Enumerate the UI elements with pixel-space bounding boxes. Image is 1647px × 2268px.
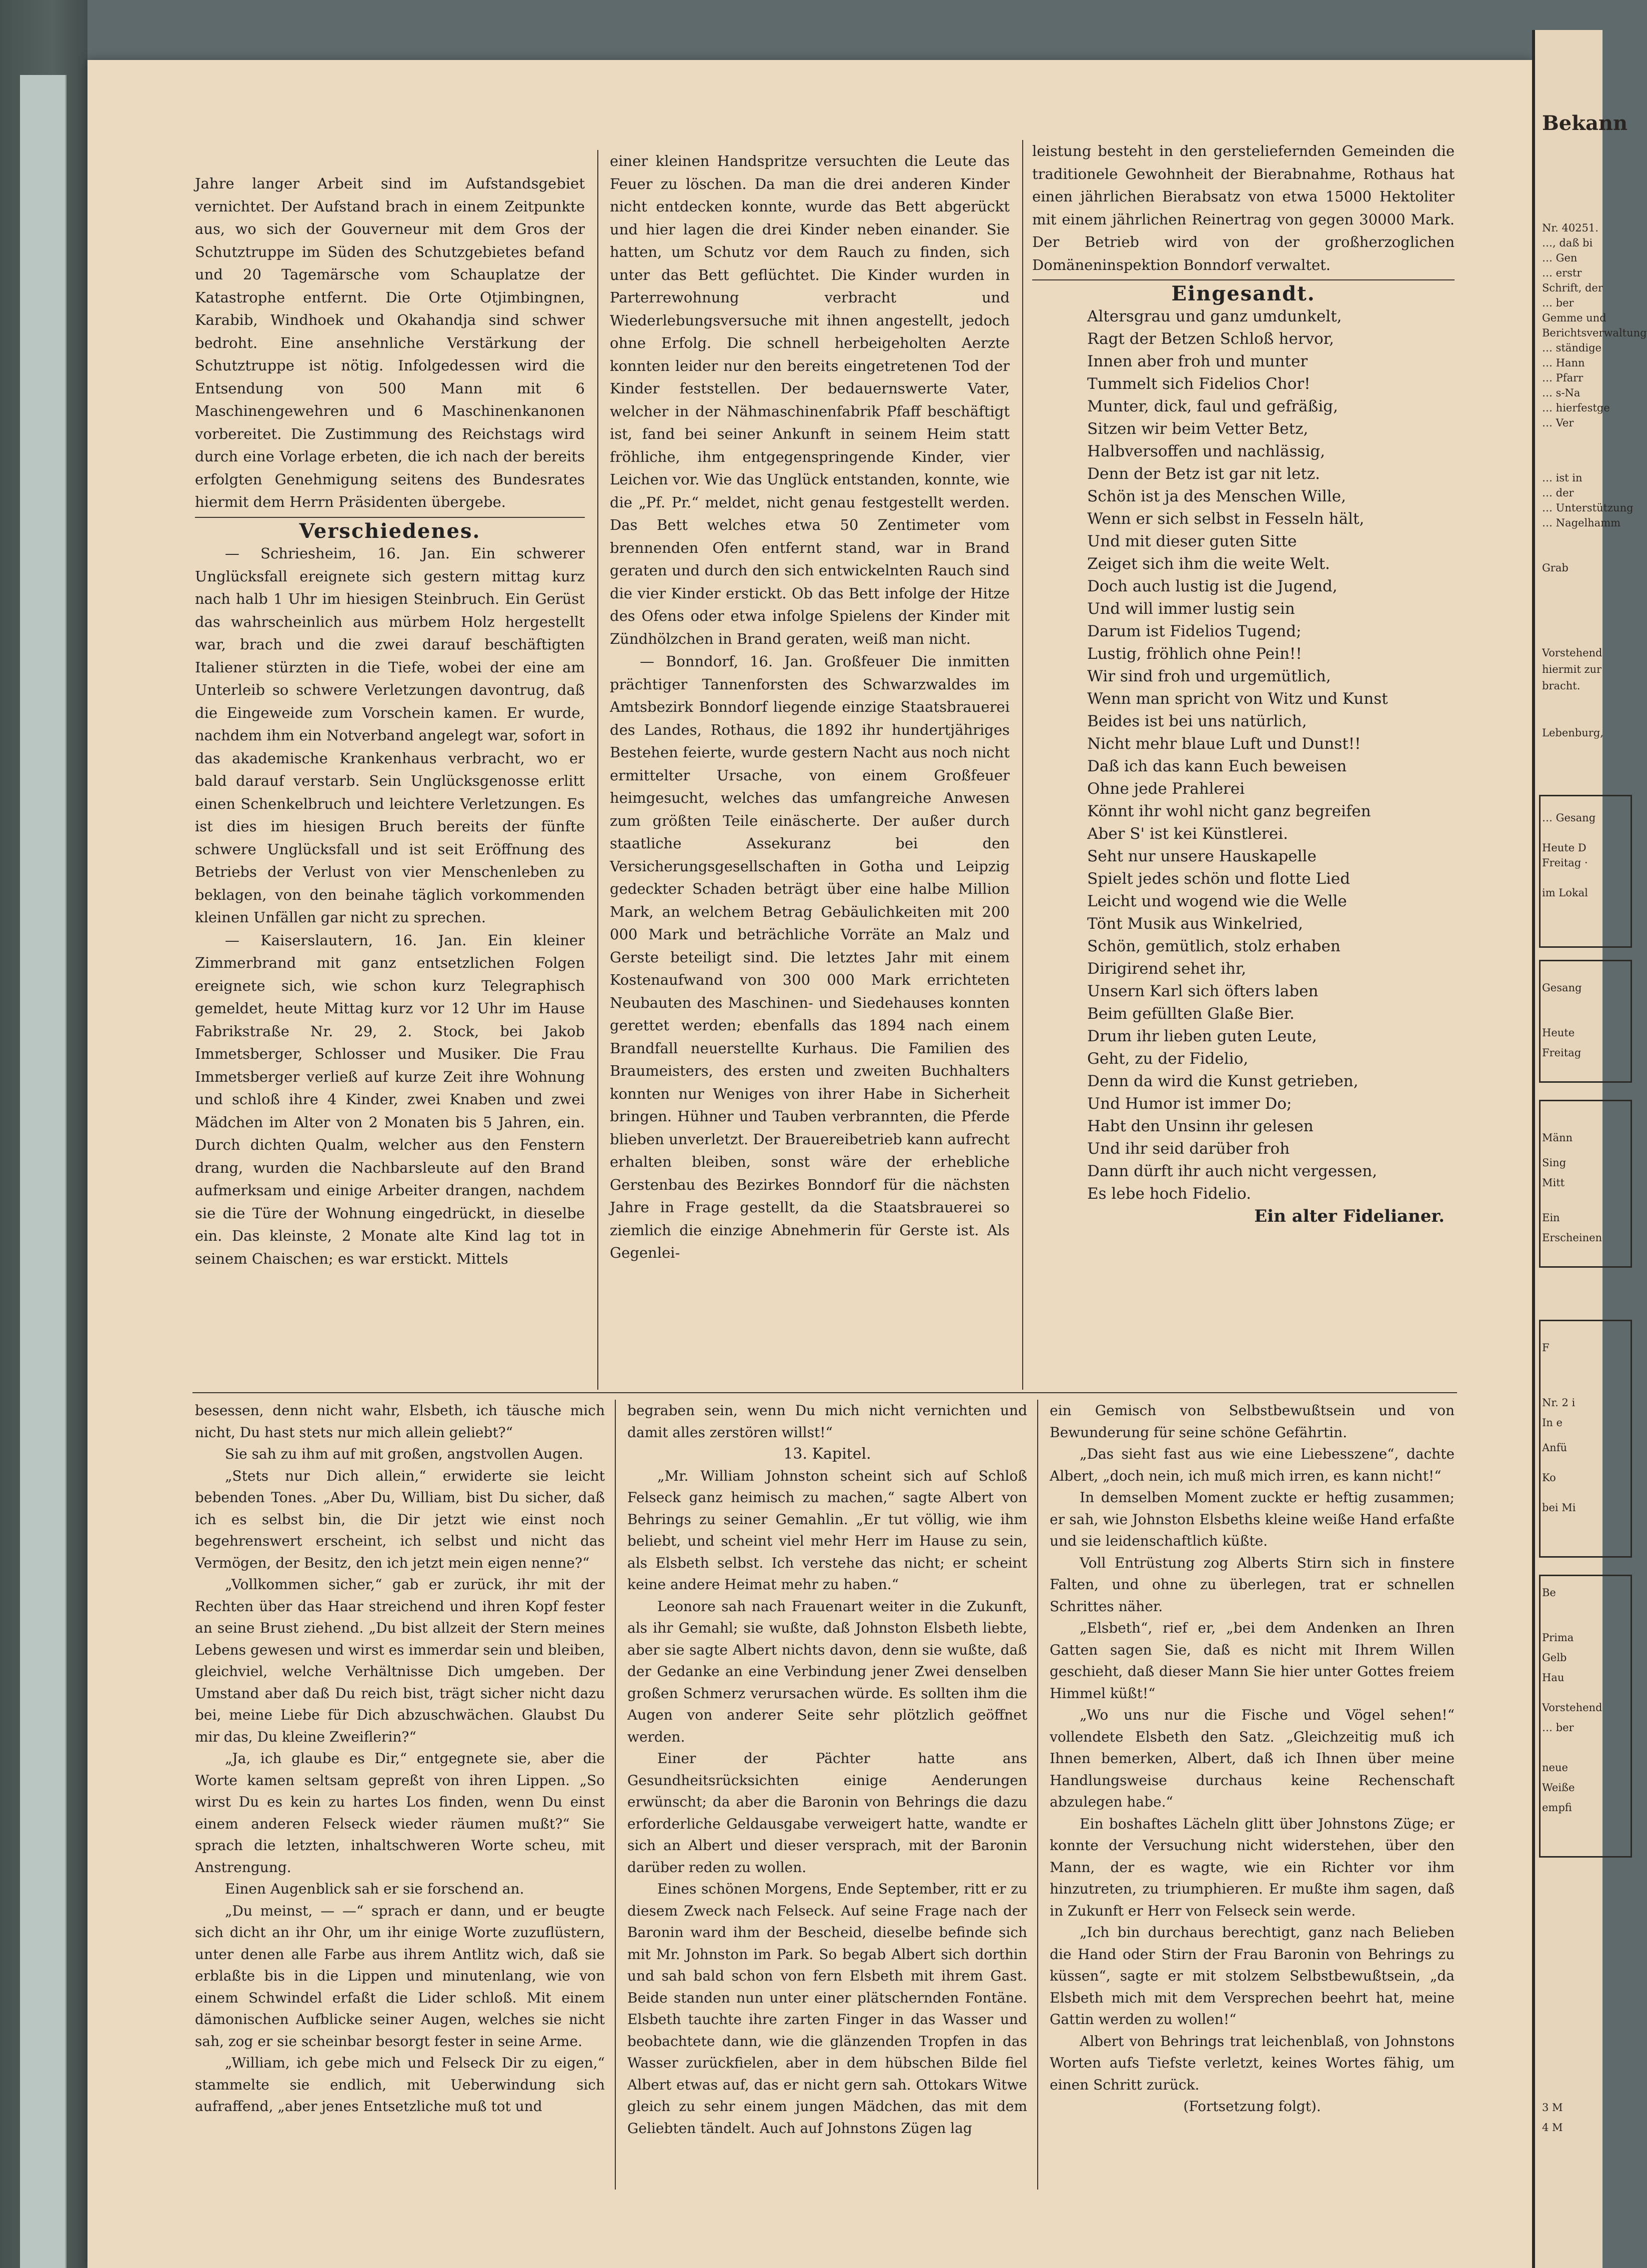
adjacent-page-edge: [1532, 30, 1647, 2268]
adjacent-page-fragment: … Ver: [1542, 417, 1574, 429]
column-1-top: [195, 172, 585, 1270]
adjacent-page-fragment: Gesang: [1542, 982, 1582, 994]
poem-line: Und mit dieser guten Sitte: [1087, 532, 1297, 550]
poem-line: Halbversoffen und nachlässig,: [1087, 442, 1325, 460]
poem-line: Altersgrau und ganz umdunkelt,: [1087, 307, 1342, 325]
adjacent-page-fragment: … Unterstützung: [1542, 502, 1634, 514]
column-rule: [615, 1400, 616, 2190]
adjacent-page-fragment: …, daß bi: [1542, 237, 1593, 249]
adjacent-page-fragment: Mitt: [1542, 1177, 1565, 1189]
column-rule: [1037, 1400, 1038, 2190]
poem-line: Wir sind froh und urgemütlich,: [1087, 667, 1331, 685]
adjacent-ad-box: [1539, 960, 1632, 1083]
adjacent-page-fragment: bei Mi: [1542, 1502, 1576, 1514]
poem-line: Ohne jede Prahlerei: [1087, 779, 1245, 798]
adjacent-page-fragment: … Pfarr: [1542, 372, 1584, 384]
adjacent-page-fragment: 4 M: [1542, 2122, 1563, 2134]
adjacent-page-fragment: neue: [1542, 1762, 1568, 1774]
poem-signature: Ein alter Fidelianer.: [1254, 1206, 1445, 1226]
adjacent-page-fragment: … hierfestge: [1542, 402, 1610, 414]
adjacent-page-fragment: … der: [1542, 487, 1574, 499]
adjacent-page-fragment: Weiße: [1542, 1782, 1575, 1794]
adjacent-page-fragment: Grab: [1542, 562, 1569, 574]
poem-line: Und Humor ist immer Do;: [1087, 1094, 1292, 1113]
novel-paragraph: Eines schönen Morgens, Ende September, ritt er zu diesem Zweck nach Felseck. Auf seine Frage nach der Baronin ward ihm der Bescheid, dieselbe befinde sich mit Mr. Johnston im Park. So begab Albert sich dorthin und sah bald schon von fern Elsbeth mit ihrem Gast. Beide standen nun unter einer plätschernden Fontäne. Elsbeth tauchte ihre zarten Finger in das Wasser und beobachtete dann, wie die glänzenden Tropfen in das Wasser zurückfielen, aber in dem hübschen Bilde fiel Albert etwas auf, das er nicht gern sah. Ottokars Witwe gleich zu sehr einem jungen Mädchen, das mit dem Geliebten tändelt. Auch auf Johnstons Zügen lag: [627, 1881, 1027, 2137]
adjacent-page-fragment: … Nagelhamm: [1542, 517, 1621, 529]
novel-paragraph: Albert von Behrings trat leichenblaß, von Johnstons Worten aufs Tiefste verletzt, keines Wortes fähig, um einen Schritt zurück.: [1050, 2033, 1455, 2093]
adjacent-page-fragment: … Gen: [1542, 252, 1578, 264]
poem-line: Daß ich das kann Euch beweisen: [1087, 757, 1347, 775]
novel-paragraph: „Du meinst, — —“ sprach er dann, und er beugte sich dicht an ihr Ohr, um ihr einige Worte zuzuflüstern, unter denen alle Farbe aus ihrem Antlitz wich, daß sie erblaßte bis in die Lippen und minutenlang, wie von einem Schwindel erfaßt die Lider schloß. Mit einem dämonischen Aufblicke seiner Augen, welches sie nicht sah, zog er sie scheinbar besorgt fester in seine Arme.: [195, 1902, 605, 2050]
novel-paragraph: besessen, denn nicht wahr, Elsbeth, ich täusche mich nicht, Du hast stets nur mich allein geliebt?“: [195, 1402, 605, 1441]
to-be-continued: (Fortsetzung folgt).: [1183, 2098, 1321, 2115]
poem-line: Schön ist ja des Menschen Wille,: [1087, 487, 1346, 505]
article-schriesheim: — Schriesheim, 16. Jan. Ein schwerer Unglücksfall ereignete sich gestern mittag kurz nach halb 1 Uhr im hiesigen Steinbruch. Ein Gerüst das wahrscheinlich aus mürbem Holz hergestellt war, brach und die zwei darauf beschäftigten Italiener stürzten in die Tiefe, wobei der eine am Unterleib so schwere Verletzungen davontrug, daß die Eingeweide zum Vorschein kamen. Er wurde, nachdem ihm ein Notverband angelegt war, sofort in das akademische Krankenhaus verbracht, wo er bald darauf verstarb. Sein Unglücksgenosse erlitt einen Schenkelbruch und leichtere Verletzungen. Es ist dies im hiesigen Bruch bereits der fünfte schwere Unglücksfall und ist seit Eröffnung des Betriebs der Verlust von vier Menschenleben zu beklagen, von den beinahe täglich vorkommenden kleinen Unfällen gar nicht zu sprechen.: [195, 545, 585, 926]
poem-line: Und will immer lustig sein: [1087, 599, 1295, 618]
section-divider: [1032, 279, 1455, 280]
section-heading-eingesandt: Eingesandt.: [1171, 282, 1316, 305]
adjacent-page-fragment: Ko: [1542, 1472, 1556, 1484]
poem-line: Beides ist bei uns natürlich,: [1087, 712, 1307, 730]
adjacent-page-fragment: In e: [1542, 1417, 1563, 1429]
adjacent-page-fragment: hiermit zur: [1542, 663, 1602, 675]
adjacent-page-fragment: … ist in: [1542, 472, 1583, 484]
column-3-top: [1032, 140, 1455, 1228]
adjacent-page-fragment: Erscheinen: [1542, 1232, 1603, 1244]
novel-paragraph: „Wo uns nur die Fische und Vögel sehen!“ vollendete Elsbeth den Satz. „Gleichzeitig muß ich Ihnen bemerken, Albert, daß ich Ihnen über meine Handlungsweise durchaus keine Rechenschaft abzulegen habe.“: [1050, 1707, 1455, 1810]
newspaper-page: [87, 60, 1532, 2268]
poem-line: Darum ist Fidelios Tugend;: [1087, 622, 1302, 640]
adjacent-page-fragment: Schrift, der: [1542, 282, 1603, 294]
poem-line: Geht, zu der Fidelio,: [1087, 1049, 1249, 1068]
adjacent-page-fragment: Be: [1542, 1587, 1556, 1599]
adjacent-ad-box: [1539, 1320, 1632, 1558]
poem-line: Dann dürft ihr auch nicht vergessen,: [1087, 1162, 1378, 1180]
section-divider: [195, 517, 585, 518]
adjacent-page-fragment: Freitag ·: [1542, 857, 1588, 869]
adjacent-page-fragment: Nr. 40251.: [1542, 222, 1599, 234]
adjacent-page-fragment: Ein: [1542, 1212, 1560, 1224]
novel-paragraph: „Stets nur Dich allein,“ erwiderte sie leicht bebenden Tones. „Aber Du, William, bist Du sicher, daß ich es selbst bin, die Dir jetzt wie einst noch begehrenswert erscheint, ich selbst und nicht das Vermögen, der Besitz, den ich jetzt mein eigen nenne?“: [195, 1467, 605, 1571]
adjacent-page-fragment: Freitag: [1542, 1047, 1582, 1059]
novel-paragraph: „Ja, ich glaube es Dir,“ entgegnete sie, aber die Worte kamen seltsam gepreßt von ihren Lippen. „So wirst Du es kein zu hartes Los finden, wenn Du einst einem anderen Felseck wieder räumen mußt?“ Sie sprach die letzten, inhaltschweren Worte scheu, mit Anstrengung.: [195, 1750, 605, 1876]
poem-line: Denn da wird die Kunst getrieben,: [1087, 1072, 1359, 1090]
adjacent-page-fragment: Heute: [1542, 1027, 1575, 1039]
adjacent-page-fragment: … Hann: [1542, 357, 1585, 369]
poem-line: Und ihr seid darüber froh: [1087, 1139, 1290, 1158]
adjacent-page-fragment: … ber: [1542, 1722, 1574, 1734]
poem-line: Spielt jedes schön und flotte Lied: [1087, 869, 1350, 888]
article-continuation-colonial: Jahre langer Arbeit sind im Aufstandsgebiet vernichtet. Der Aufstand brach in einem Zeitpunkte aus, wo sich der Gouverneur mit dem Gros der Schutztruppe im Süden des Schutzgebietes befand und 20 Tagemärsche vom Schauplatze der Katastrophe entfernt. Die Orte Otjimbingnen, Karabib, Windhoek und Okahandja sind schwer bedroht. Eine ansehnliche Verstärkung der Schutztruppe ist nötig. Infolgedessen wird die Entsendung von 500 Mann mit 6 Maschinengewehren und 6 Maschinenkanonen vorbereitet. Die Zustimmung des Reichstags wird durch eine Vorlage erbeten, die ich nach der bereits erfolgten Genehmigung seitens des Bundesrates hiermit dem Herrn Präsidenten übergebe.: [195, 175, 585, 510]
novel-paragraph: Sie sah zu ihm auf mit großen, angstvollen Augen.: [225, 1446, 583, 1462]
novel-paragraph: In demselben Moment zuckte er heftig zusammen; er sah, wie Johnston Elsbeths kleine weiße Hand erfaßte und sie leidenschaftlich küßte.: [1050, 1489, 1455, 1549]
poem-line: Schön, gemütlich, stolz erhaben: [1087, 937, 1341, 955]
novel-paragraph: „Elsbeth“, rief er, „bei dem Andenken an Ihren Gatten sagen Sie, daß es nicht mit Ihrem Willen geschieht, daß dieser Mann Sie hier unter Gottes freiem Himmel küßt!“: [1050, 1620, 1455, 1702]
poem-line: Tummelt sich Fidelios Chor!: [1087, 374, 1311, 393]
column-2-bottom: [627, 1400, 1027, 2139]
article-bonndorf: — Bonndorf, 16. Jan. Großfeuer Die inmitten prächtiger Tannenforsten des Schwarzwaldes im Amtsbezirk Bonndorf liegende einzige Staatsbrauerei des Landes, Rothaus, die 1892 ihr hundertjähriges Bestehen feierte, wurde gestern Nacht aus noch nicht ermittelter Ursache, von einem Großfeuer heimgesucht, welches das umfangreiche Anwesen zum größten Teile einäscherte. Der außer durch staatliche Assekuranz bei den Versicherungsgesellschaften in Gotha und Leipzig gedeckter Schaden beträgt über eine halbe Million Mark, an welchem Betrag Gebäulichkeiten mit 200 000 Mark und beträchliche Vorräte an Malz und Gerste beteiligt sind. Die letztes Jahr mit einem Kostenaufwand von 300 000 Mark errichteten Neubauten des Maschinen- und Siedehauses konnten gerettet werden; ebenfalls das 1894 nach einem Brandfall neuerstellte Kurhaus. Die Familien des Braumeisters, des ersten und zweiten Buchhalters konnten nur Weniges von ihrer Habe in Sicherheit bringen. Hühner und Tauben verbrannten, die Pferde blieben unverletzt. Der Brauereibetrieb kann aufrecht erhalten bleiben, sonst wäre der erhebliche Gerstenbau des Bezirkes Bonndorf für die nächsten Jahre in Frage gestellt, da die Staatsbrauerei so ziemlich die einzige Abnehmerin für Gerste ist. Als Gegenlei-: [610, 653, 1010, 1261]
poem-line: Wenn er sich selbst in Fesseln hält,: [1087, 509, 1365, 528]
poem-line: Lustig, fröhlich ohne Pein!!: [1087, 644, 1302, 663]
novel-paragraph: „Ich bin durchaus berechtigt, ganz nach Belieben die Hand oder Stirn der Frau Baronin von Behrings zu küssen“, sagte er mit stolzem Selbstbewußtsein, „da Elsbeth mich mit dem Versprechen beehrt hat, meine Gattin werden zu wollen!“: [1050, 1924, 1455, 2028]
adjacent-page-fragment: Vorstehend: [1542, 1702, 1603, 1714]
novel-paragraph: Voll Entrüstung zog Alberts Stirn sich in finstere Falten, und ohne zu überlegen, trat er schnellen Schrittes näher.: [1050, 1554, 1455, 1615]
novel-paragraph: ein Gemisch von Selbstbewußtsein und von Bewunderung für seine schöne Gefährtin.: [1050, 1402, 1455, 1441]
poem-line: Aber S' ist kei Künstlerei.: [1087, 824, 1288, 843]
adjacent-page-fragment: … ber: [1542, 297, 1574, 309]
adjacent-page-fragment: Vorstehend: [1542, 647, 1603, 659]
poem-line: Beim gefüllten Glaße Bier.: [1087, 1004, 1295, 1023]
article-kaiserslautern: — Kaiserslautern, 16. Jan. Ein kleiner Zimmerbrand mit ganz entsetzlichen Folgen ereignete sich, wie schon kurz Telegraphisch gemeldet, heute Mittag kurz vor 12 Uhr im Hause Fabrikstraße Nr. 29, 2. Stock, bei Jakob Immetsberger, Schlosser und Musiker. Die Frau Immetsberger verließ auf kurze Zeit ihre Wohnung und schloß ihre 4 Kinder, zwei Knaben und zwei Mädchen im Alter von 2 Monaten bis 5 Jahren, ein. Durch dichten Qualm, welcher aus den Fenstern drang, wurden die Nachbarsleute auf den Brand aufmerksam und einige Arbeiter drangen, nachdem sie die Türe der Wohnung eingedrückt, in dieselbe ein. Das kleinste, 2 Monate alte Kind lag tot in seinem Chaischen; es war erstickt. Mittels: [195, 931, 585, 1267]
adjacent-page-fragment: … ständige: [1542, 342, 1602, 354]
poem-line: Dirigirend sehet ihr,: [1087, 959, 1247, 978]
poem-line: Denn der Betz ist gar nit letz.: [1087, 464, 1320, 483]
poem-line: Innen aber froh und munter: [1087, 352, 1308, 370]
adjacent-page-fragment: … s-Na: [1542, 387, 1581, 399]
poem-line: Tönt Musik aus Winkelried,: [1087, 914, 1303, 933]
column-3-bottom: [1050, 1400, 1455, 2118]
poem-line: Unsern Karl sich öfters laben: [1087, 982, 1319, 1000]
novel-paragraph: Einer der Pächter hatte ans Gesundheitsrücksichten einige Aenderungen erwünscht; da aber die Baronin von Behrings die dazu erforderliche Geldausgabe verweigert hatte, wandte er sich an Albert und dieser versprach, mit der Baronin darüber reden zu wollen.: [627, 1750, 1027, 1876]
adjacent-page-fragment: Lebenburg,: [1542, 727, 1604, 739]
article-bonndorf-end: leistung besteht in den gersteliefernden Gemeinden die traditionele Gewohnheit der Bierabnahme, Rothaus hat einen jährlichen Bierabsatz von etwa 15000 Hektoliter mit einem jährlichen Reinertrag von gegen 30000 Mark. Der Betrieb wird von der großherzoglichen Domäneninspektion Bonndorf verwaltet.: [1032, 142, 1455, 273]
adjacent-page-fragment: Heute D: [1542, 842, 1587, 854]
column-rule: [597, 150, 598, 1390]
poem-line: Zeiget sich ihm die weite Welt.: [1087, 554, 1330, 573]
adjacent-page-fragment: im Lokal: [1542, 887, 1588, 899]
poem-line: Munter, dick, faul und gefräßig,: [1087, 397, 1338, 415]
poem-line: Wenn man spricht von Witz und Kunst: [1087, 689, 1388, 708]
poem-line: Ragt der Betzen Schloß hervor,: [1087, 329, 1334, 348]
poem-line: Leicht und wogend wie die Welle: [1087, 892, 1347, 910]
poem-line: Nicht mehr blaue Luft und Dunst!!: [1087, 734, 1361, 753]
column-1-bottom: [195, 1400, 605, 2118]
novel-paragraph: begraben sein, wenn Du mich nicht vernichten und damit alles zerstören willst!“: [627, 1402, 1027, 1441]
poem-fidelio: [1032, 305, 1455, 1205]
adjacent-page-fragment: Sing: [1542, 1157, 1567, 1169]
poem-line: Doch auch lustig ist die Jugend,: [1087, 577, 1338, 595]
adjacent-page-title: Bekann: [1542, 111, 1628, 135]
novel-paragraph: Ein boshaftes Lächeln glitt über Johnstons Züge; er konnte der Versuchung nicht widerstehen, über den Mann, der es wagte, wie ein Richter vor ihm hinzutreten, zu triumphieren. Er mußte ihm sagen, daß in Zukunft er Herr von Felseck sein werde.: [1050, 1815, 1455, 1919]
novel-paragraph: Einen Augenblick sah er sie forschend an.: [225, 1881, 524, 1897]
poem-line: Sitzen wir beim Vetter Betz,: [1087, 419, 1309, 438]
adjacent-page-fragment: Hau: [1542, 1672, 1565, 1684]
section-heading-verschiedenes: Verschiedenes.: [299, 519, 481, 543]
poem-line: Könnt ihr wohl nicht ganz begreifen: [1087, 802, 1371, 820]
adjacent-page-fragment: … erstr: [1542, 267, 1582, 279]
poem-line: Es lebe hoch Fidelio.: [1087, 1184, 1251, 1203]
adjacent-page-fragment: Nr. 2 i: [1542, 1397, 1576, 1409]
adjacent-page-fragment: Gelb: [1542, 1652, 1567, 1664]
adjacent-page-fragment: F: [1542, 1342, 1550, 1354]
column-rule: [1022, 140, 1023, 1390]
poem-line: Habt den Unsinn ihr gelesen: [1087, 1117, 1314, 1135]
novel-paragraph: „Vollkommen sicher,“ gab er zurück, ihr mit der Rechten über das Haar streichend und ihren Kopf fester an seine Brust ziehend. „Du bist allzeit der Stern meines Lebens gewesen und wirst es immerdar sein und bleiben, gleichviel, welche Verhältnisse Dich umgeben. Der Umstand aber daß Du reich bist, trägt sicher nicht dazu bei, meine Liebe für Dich abzuschwächen. Glaubst Du mir das, Du kleine Zweiflerin?“: [195, 1576, 605, 1745]
feuilleton-divider: [192, 1392, 1457, 1393]
poem-line: Seht nur unsere Hauskapelle: [1087, 847, 1317, 865]
chapter-heading: 13. Kapitel.: [783, 1445, 871, 1463]
scanner-edge-strip: [20, 75, 66, 2268]
adjacent-page-fragment: empfi: [1542, 1802, 1572, 1814]
poem-line: Drum ihr lieben guten Leute,: [1087, 1027, 1317, 1045]
adjacent-page-fragment: Männ: [1542, 1132, 1573, 1144]
column-2-top: [610, 150, 1010, 1265]
novel-paragraph: „Das sieht fast aus wie eine Liebesszene“, dachte Albert, „doch nein, ich muß mich irren, es kann nicht!“: [1050, 1446, 1455, 1484]
adjacent-page-fragment: Berichtsverwaltung: [1542, 327, 1647, 339]
adjacent-page-fragment: 3 M: [1542, 2102, 1563, 2114]
adjacent-page-fragment: Gemme und: [1542, 312, 1607, 324]
adjacent-page-fragment: … Gesang: [1542, 812, 1596, 824]
novel-paragraph: „William, ich gebe mich und Felseck Dir zu eigen,“ stammelte sie endlich, mit Ueberwindung sich aufraffend, „aber jenes Entsetzliche muß tot und: [195, 2055, 605, 2115]
adjacent-page-fragment: Anfü: [1542, 1442, 1567, 1454]
novel-paragraph: Leonore sah nach Frauenart weiter in die Zukunft, als ihr Gemahl; sie wußte, daß Johnston Elsbeth liebte, aber sie sagte Albert nichts davon, denn sie wußte, daß der Gedanke an eine Verbindung jener Zwei denselben großen Schmerz verursachen würde. Es sollten ihm die Augen von anderer Seite sehr plötzlich geöffnet werden.: [627, 1598, 1027, 1745]
adjacent-page-fragment: bracht.: [1542, 680, 1581, 692]
novel-paragraph: „Mr. William Johnston scheint sich auf Schloß Felseck ganz heimisch zu machen,“ sagte Albert von Behrings zu seiner Gemahlin. „Er tut völlig, wie ihm beliebt, und scheint viel mehr Herr im Hause zu sein, als Elsbeth selbst. Ich verstehe das nicht; er scheint keine andere Heimat mehr zu haben.“: [627, 1467, 1027, 1593]
article-kaiserslautern-continued: einer kleinen Handspritze versuchten die Leute das Feuer zu löschen. Da man die drei anderen Kinder nicht entdecken konnte, wurde das Bett abgerückt und hier lagen die drei Kinder neben einander. Sie hatten, um Schutz vor dem Rauch zu finden, sich unter das Bett geflüchtet. Die Kinder wurden in Parterrewohnung verbracht und Wiederlebungsversuche mit ihnen angestellt, jedoch ohne Erfolg. Die schnell herbeigeholten Aerzte konnten leider nur den bereits eingetretenen Tod der Kinder feststellen. Der bedauernswerte Vater, welcher in der Nähmaschinenfabrik Pfaff beschäftigt ist, fand bei seiner Ankunft in seinem Heim statt fröhliche, ihm entgegenspringende Kinder, vier Leichen vor. Wie das Unglück entstanden, konnte, wie die „Pf. Pr.“ meldet, nicht genau festgestellt werden. Das Bett welches etwa 50 Zentimeter vom brennenden Ofen entfernt stand, war in Brand geraten und durch den sich entwickelnten Rauch sind die vier Kinder erstickt. Ob das Bett infolge der Hitze des Ofens oder etwa infolge Spielens der Kinder mit Zündhölzchen in Brand geraten, weiß man nicht.: [610, 152, 1010, 647]
adjacent-page-fragment: Prima: [1542, 1632, 1574, 1644]
